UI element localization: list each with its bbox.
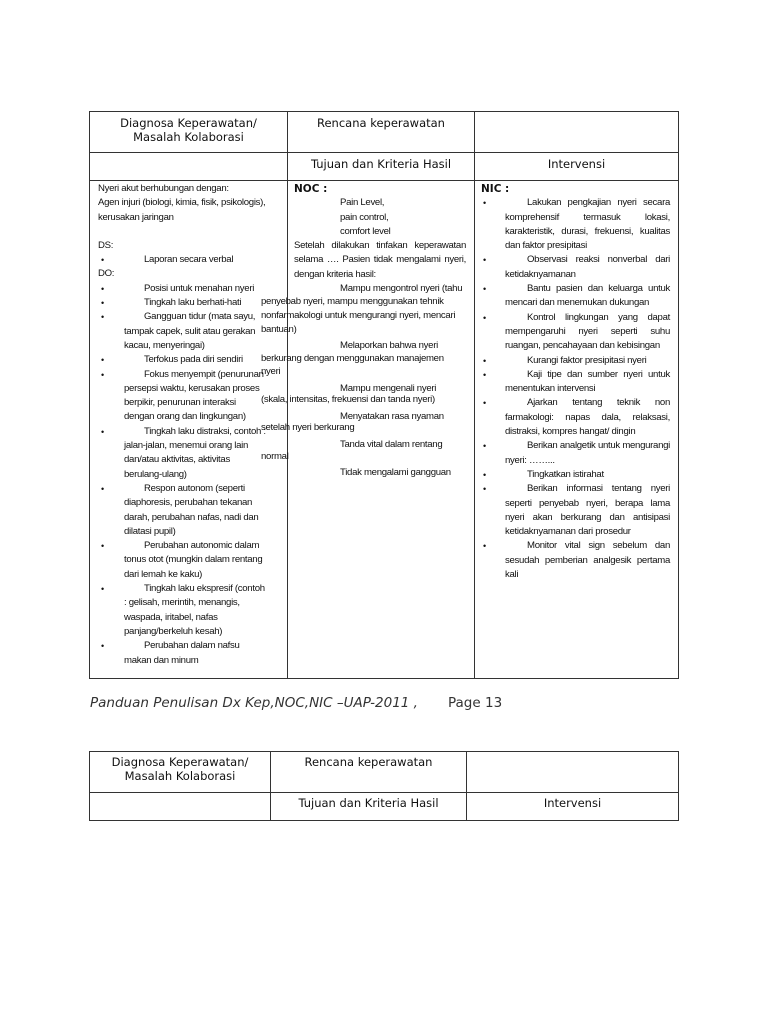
nic-item-text: Kontrol lingkungan yang dapat mempengaruhi nyeri seperti suhu ruangan, pencahayaan dan kebisingan — [505, 311, 670, 352]
list-item — [483, 311, 670, 354]
do-item-text: Perubahan autonomic dalam tonus otot (mungkin dalam rentang dari lemah ke kaku) — [124, 540, 263, 580]
list-item — [101, 539, 267, 582]
list-item — [101, 425, 267, 482]
bullet-icon: • — [483, 541, 486, 552]
bullet-icon: • — [483, 284, 486, 295]
header-diagnosis — [90, 112, 288, 153]
noc-intro: Setelah dilakukan tinfakan keperawatan selama …. Pasien tidak mengalami nyeri, dengan kriteria hasil: — [294, 240, 466, 280]
noc-overflow-line: nonfarmakologi untuk mengurangi nyeri, mencari — [261, 310, 456, 321]
header-diagnosis-line2: Masalah Kolaborasi — [133, 130, 244, 144]
header-intervention-label: Intervensi — [547, 157, 606, 171]
page-footer — [90, 695, 503, 711]
list-item — [483, 368, 670, 397]
bullet-icon: • — [483, 255, 486, 266]
header-empty-cell — [467, 752, 679, 793]
nic-item-text: Observasi reaksi nonverbal dari ketidaknyamanan — [505, 254, 670, 280]
nic-item-text: Tingkatkan istirahat — [527, 468, 604, 480]
bullet-icon: • — [101, 483, 104, 494]
do-item-text: Gangguan tidur (mata sayu, tampak capek, sulit atau gerakan kacau, menyeringai) — [124, 311, 256, 351]
list-item — [101, 482, 267, 539]
list-item — [101, 582, 267, 639]
ds-label: DS: — [98, 239, 114, 251]
bullet-icon: • — [101, 283, 104, 294]
bullet-icon: • — [101, 541, 104, 552]
list-item — [101, 282, 267, 296]
diagnosis-cause: Agen injuri (biologi, kimia, fisik, psikologis), kerusakan jaringan — [98, 197, 266, 223]
header-diagnosis-line2: Masalah Kolaborasi — [124, 769, 236, 783]
bullet-icon: • — [101, 369, 104, 380]
bullet-icon: • — [483, 398, 486, 409]
bullet-icon: • — [101, 255, 104, 266]
header-diagnosis-line1: Diagnosa Keperawatan/ — [120, 116, 257, 130]
bullet-icon: • — [101, 298, 104, 309]
list-item — [483, 282, 670, 311]
nic-item-text: Kaji tipe dan sumber nyeri untuk menentukan intervensi — [505, 368, 670, 395]
list-item — [483, 439, 670, 468]
nic-item-text: Bantu pasien dan keluarga untuk mencari dan menemukan dukungan — [505, 283, 670, 309]
diagnosis-cell — [90, 181, 288, 679]
header-plan — [288, 112, 475, 153]
do-item-text: Perubahan dalam nafsu makan dan minum — [124, 640, 240, 666]
nic-item-text: Berikan analgetik untuk mengurangi nyeri: ……... — [505, 440, 670, 466]
footer-text: Panduan Penulisan Dx Kep,NOC,NIC –UAP-2011 , — [90, 695, 418, 711]
nic-item-text: Ajarkan tentang teknik non farmakologi: napas dala, relaksasi, distraksi, kompres hangat/ dingin — [505, 397, 670, 438]
bullet-icon: • — [101, 426, 104, 437]
header-goals-label: Tujuan dan Kriteria Hasil — [298, 796, 439, 810]
header-plan-label: Rencana keperawatan — [304, 755, 433, 769]
noc-item: pain control, — [340, 211, 389, 223]
bullet-icon: • — [101, 312, 104, 323]
do-item-text: Respon autonom (seperti diaphoresis, perubahan tekanan darah, perubahan nafas, nadi dan dilatasi pupil) — [124, 482, 259, 537]
noc-overflow-line: normal — [261, 451, 289, 462]
list-item — [101, 639, 267, 668]
do-item-text: Tingkah laku berhati-hati — [144, 297, 242, 309]
bullet-icon: • — [483, 369, 486, 380]
ds-list — [98, 253, 267, 267]
header-spacer-cell — [90, 153, 288, 181]
do-item-text: Terfokus pada diri sendiri — [144, 354, 243, 366]
list-item — [483, 482, 670, 539]
header-plan — [271, 752, 467, 793]
bullet-icon: • — [101, 355, 104, 366]
header-spacer-cell — [90, 793, 271, 821]
list-item — [483, 354, 670, 368]
header-diagnosis — [90, 752, 271, 793]
header-intervention-label: Intervensi — [543, 796, 602, 810]
noc-overflow-line: (skala, intensitas, frekuensi dan tanda nyeri) — [261, 394, 435, 405]
do-item-text: Posisi untuk menahan nyeri — [144, 282, 255, 294]
ds-item-text: Laporan secara verbal — [144, 254, 234, 266]
bullet-icon: • — [483, 484, 486, 495]
header-goals — [271, 793, 467, 821]
noc-item: Pain Level, — [340, 197, 385, 209]
page-number: Page 13 — [448, 695, 503, 711]
list-item — [101, 353, 267, 367]
noc-overflow-line: berkurang dengan menggunakan manajemen — [261, 353, 444, 364]
bullet-icon: • — [483, 198, 486, 209]
do-list — [98, 282, 267, 668]
bullet-icon: • — [483, 312, 486, 323]
header-diagnosis-line1: Diagnosa Keperawatan/ — [111, 755, 249, 769]
nic-item-text: Monitor vital sign sebelum dan sesudah pemberian analgesik pertama kali — [505, 540, 670, 581]
do-item-text: Tingkah laku ekspresif (contoh : gelisah, merintih, menangis, waspada, iritabel, nafas panjang/berkeluh kesah) — [124, 583, 265, 637]
header-intervention — [467, 793, 679, 821]
bullet-icon: • — [483, 469, 486, 480]
noc-criteria: Mampu mengenali nyeri — [340, 383, 437, 395]
header-goals — [288, 153, 475, 181]
noc-criteria: Melaporkan bahwa nyeri — [340, 340, 438, 352]
noc-label: NOC : — [294, 183, 328, 195]
bullet-icon: • — [483, 441, 486, 452]
header-goals-label: Tujuan dan Kriteria Hasil — [310, 157, 452, 171]
nic-cell — [475, 181, 679, 679]
nic-list — [481, 196, 670, 582]
noc-criteria: Menyatakan rasa nyaman — [340, 411, 444, 423]
do-item-text: Tingkah laku distraksi, contoh : jalan-jalan, menemui orang lain dan/atau aktivitas, aktivitas berulang-ulang) — [124, 425, 266, 480]
do-label: DO: — [98, 268, 115, 280]
noc-overflow-line: penyebab nyeri, mampu menggunakan tehnik — [261, 296, 444, 307]
list-item — [101, 368, 267, 425]
list-item — [98, 253, 267, 267]
noc-overflow-line: bantuan) — [261, 324, 297, 335]
care-plan-table-continued — [89, 751, 679, 821]
list-item — [101, 310, 267, 353]
list-item — [101, 296, 267, 310]
header-empty-cell — [475, 112, 679, 153]
bullet-icon: • — [101, 584, 104, 595]
noc-criteria: Tidak mengalami gangguan — [340, 467, 451, 479]
list-item — [483, 396, 670, 439]
noc-criteria: Mampu mengontrol nyeri (tahu — [340, 283, 463, 295]
noc-item: comfort level — [340, 225, 391, 237]
nic-label: NIC : — [481, 183, 510, 195]
diagnosis-title: Nyeri akut berhubungan dengan: — [98, 183, 229, 194]
header-intervention — [475, 153, 679, 181]
noc-overflow-line: setelah nyeri berkurang — [261, 422, 355, 433]
list-item — [483, 196, 670, 253]
list-item — [483, 539, 670, 582]
list-item — [483, 253, 670, 282]
header-plan-label: Rencana keperawatan — [317, 116, 445, 130]
do-item-text: Fokus menyempit (penurunan persepsi waktu, kerusakan proses berpikir, penurunan interaksi dengan orang dan lingkungan) — [124, 368, 264, 423]
nic-item-text: Berikan informasi tentang nyeri seperti penyebab nyeri, berapa lama nyeri akan berkurang dan antisipasi ketidaknyamanan dari prosedur — [505, 483, 670, 538]
noc-criteria: Tanda vital dalam rentang — [340, 439, 443, 451]
bullet-icon: • — [483, 355, 486, 366]
nic-item-text: Lakukan pengkajian nyeri secara komprehensif termasuk lokasi, karakteristik, durasi, frekuensi, kualitas dan faktor presipitasi — [505, 197, 670, 252]
nic-item-text: Kurangi faktor presipitasi nyeri — [527, 354, 647, 366]
list-item — [483, 468, 670, 482]
noc-overflow-line: nyeri — [261, 366, 281, 377]
bullet-icon: • — [101, 641, 104, 652]
